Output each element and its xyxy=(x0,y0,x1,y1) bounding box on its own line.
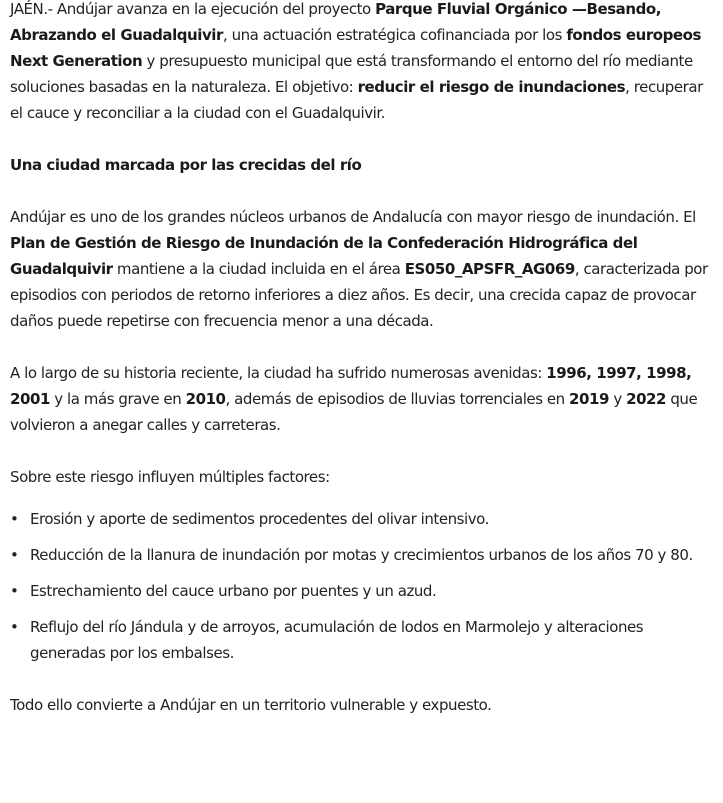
list-item: • Erosión y aporte de sedimentos procedentes del olivar intensivo. xyxy=(30,506,713,532)
factors-intro: Sobre este riesgo influyen múltiples factores: xyxy=(10,468,330,486)
objective: reducir el riesgo de inundaciones xyxy=(357,78,626,96)
history-paragraph: A lo largo de su historia reciente, la ciudad ha sufrido numerosas avenidas: 1996, 1997, 1998, 2001 y la más grave en 2010, además de episodios de lluvias torrenciales en 2019 y 2022 que volvieron a anegar calles y carreteras. xyxy=(10,364,698,434)
factors-list xyxy=(10,506,713,666)
list-item: • Estrechamiento del cauce urbano por puentes y un azud. xyxy=(30,578,713,604)
list-item: • Reducción de la llanura de inundación por motas y crecimientos urbanos de los años 70 y 80. xyxy=(30,542,713,568)
intro-paragraph: JAÉN.- Andújar avanza en la ejecución del proyecto Parque Fluvial Orgánico —Besando, Abrazando el Guadalquivir, una actuación estratégica cofinanciada por los fondos europeos Next Generation y presupuesto municipal que está transformando el entorno del río mediante soluciones basadas en la naturaleza. El objetivo: reducir el riesgo de inundaciones, recuperar el cauce y reconciliar a la ciudad con el Guadalquivir. xyxy=(10,0,703,122)
rain-year-2019: 2019 xyxy=(569,390,609,408)
plan-name: Plan de Gestión de Riesgo de Inundación de la Confederación Hidrográfica del Guadalquivir xyxy=(10,234,638,278)
area-code: ES050_APSFR_AG069 xyxy=(404,260,575,278)
risk-plan-paragraph: Andújar es uno de los grandes núcleos urbanos de Andalucía con mayor riesgo de inundación. El Plan de Gestión de Riesgo de Inundación de la Confederación Hidrográfica del Guadalquivir mantiene a la ciudad incluida en el área ES050_APSFR_AG069, caracterizada por episodios con periodos de retorno inferiores a diez años. Es decir, una crecida capaz de provocar daños puede repetirse con frecuencia menor a una década. xyxy=(10,208,708,330)
worst-flood-year: 2010 xyxy=(185,390,226,408)
flood-years: 1996, 1997, 1998, 2001 xyxy=(10,364,692,408)
conclusion-paragraph: Todo ello convierte a Andújar en un territorio vulnerable y expuesto. xyxy=(10,696,492,714)
rain-year-2022: 2022 xyxy=(626,390,667,408)
list-item: • Reflujo del río Jándula y de arroyos, acumulación de lodos en Marmolejo y alteraciones generadas por los embalses. xyxy=(30,614,713,666)
section-heading: Una ciudad marcada por las crecidas del río xyxy=(10,156,362,174)
project-name: Parque Fluvial Orgánico —Besando, Abrazando el Guadalquivir xyxy=(10,0,661,44)
funding-source: fondos europeos Next Generation xyxy=(10,26,701,70)
